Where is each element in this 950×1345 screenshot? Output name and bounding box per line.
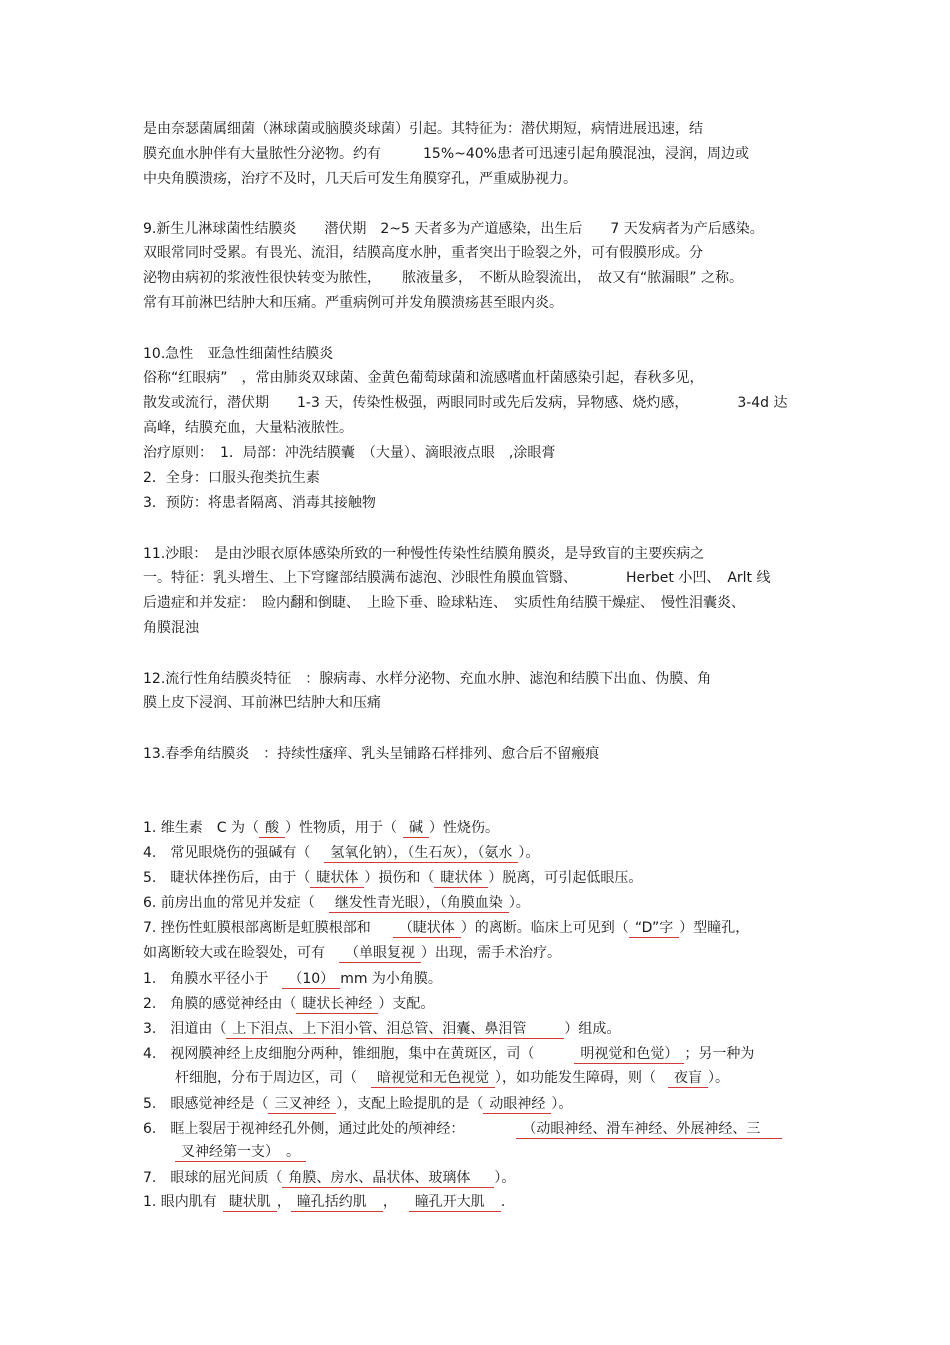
- section-9-line-1: 9.新生儿淋球菌性结膜炎 潜伏期 2~5 天者多为产道感染，出生后 7 天发病者为产后感染。: [143, 221, 764, 237]
- question-text: ），支配上睑提肌的是（: [336, 1096, 484, 1112]
- answer-blank: （动眼神经、滑车神经、外展神经、三: [516, 1121, 782, 1139]
- question-text: ，: [276, 1194, 291, 1210]
- question-text: ）支配。: [378, 996, 435, 1012]
- section-9-line-3: 泌物由病初的浆液性很快转变为脓性， 脓液量多， 不断从睑裂流出， 故又有“脓漏眼” 之称。: [143, 270, 743, 286]
- question-text: ）。: [494, 1170, 516, 1186]
- question-text: 1. 眼内肌有: [143, 1194, 217, 1210]
- question-text: ，: [382, 1194, 397, 1210]
- answer-blank: （单眼复视: [339, 945, 421, 963]
- question-text: ）性物质，用于（: [285, 820, 398, 836]
- section-9-line-4: 常有耳前淋巴结肿大和压痛。严重病例可并发角膜溃疡甚至眼内炎。: [143, 295, 563, 311]
- section-10-line-4: 高峰，结膜充血，大量粘液脓性。: [143, 420, 353, 436]
- section-11-line-1: 11.沙眼： 是由沙眼衣原体感染所致的一种慢性传染性结膜角膜炎，是导致盲的主要疾病之: [143, 546, 705, 562]
- qa-line-hyphema: [143, 894, 530, 913]
- section-10-treatment: 治疗原则： 1．局部：冲洗结膜囊 （大量）、滴眼液点眼 ,涂眼膏: [143, 445, 556, 461]
- qa-line-retina-cones: [143, 1045, 754, 1064]
- question-text: ）。: [551, 1096, 573, 1112]
- answer-blank: 睫状体: [434, 870, 488, 888]
- question-text: 7. 挫伤性虹膜根部离断是虹膜根部和: [143, 920, 371, 936]
- answer-blank: （睫状体: [393, 920, 461, 938]
- answer-blank: 睫状长神经: [296, 996, 378, 1014]
- qa-line-retina-rods: [175, 1069, 729, 1088]
- intro-line-1: 是由奈瑟菌属细菌（淋球菌或脑膜炎球菌）引起。其特征为：潜伏期短，病情进展迅速，结: [143, 121, 703, 137]
- answer-blank: 睫状体: [310, 870, 364, 888]
- qa-line-corneal-nerve: [143, 995, 434, 1014]
- answer-blank: 瞳孔括约肌: [291, 1194, 383, 1212]
- question-text: .: [500, 1194, 506, 1210]
- section-11-line-4: 角膜混浊: [143, 620, 199, 636]
- answer-blank: 三叉神经: [268, 1096, 336, 1114]
- question-text: ）脱离，可引起低眼压。: [488, 870, 643, 886]
- question-text: ）的离断。临床上可见到（: [460, 920, 629, 936]
- question-text: 6. 眶上裂居于视神经孔外侧，通过此处的颅神经：: [143, 1121, 465, 1137]
- question-text: ）损伤和（: [364, 870, 435, 886]
- question-text: ；另一种为: [684, 1046, 755, 1062]
- qa-line-ciliary-body: [143, 869, 642, 888]
- answer-blank: 叉神经第一支） 。: [175, 1144, 306, 1162]
- question-text: 1. 维生素 C 为（: [143, 820, 260, 836]
- qa-line-vitamin-c: [143, 819, 499, 838]
- question-text: 2. 角膜的感觉神经由（: [143, 996, 297, 1012]
- answer-blank: 暗视觉和无色视觉: [371, 1070, 495, 1088]
- question-text: 3. 泪道由（: [143, 1021, 227, 1037]
- qa-line-microcornea: [143, 970, 442, 989]
- section-12-line-2: 膜上皮下浸润、耳前淋巴结肿大和压痛: [143, 695, 381, 711]
- qa-line-refractive-media: [143, 1169, 515, 1188]
- answer-blank: 上下泪点、上下泪小管、泪总管、泪囊、鼻泪管: [226, 1021, 564, 1039]
- question-text: ）出现，需手术治疗。: [421, 945, 561, 961]
- section-11-line-2: 一。特征：乳头增生、上下穹窿部结膜满布滤泡、沙眼性角膜血管翳、 Herbet 小凹、 Arlt 线: [143, 570, 771, 586]
- qa-line-iridodialysis-2: [143, 944, 561, 963]
- question-text: 如离断较大或在睑裂处，可有: [143, 945, 325, 961]
- question-text: ）。: [508, 895, 530, 911]
- answer-blank: 瞳孔开大肌: [409, 1194, 501, 1212]
- answer-blank: 动眼神经: [483, 1096, 551, 1114]
- section-11-line-3: 后遗症和并发症： 睑内翻和倒睫、 上睑下垂、睑球粘连、 实质性角结膜干燥症、 慢性泪囊炎、: [143, 595, 745, 611]
- question-text: ）性烧伤。: [429, 820, 500, 836]
- question-text: 5. 眼感觉神经是（: [143, 1096, 269, 1112]
- answer-blank: （10）: [282, 971, 340, 989]
- question-text: 1. 角膜水平径小于: [143, 971, 269, 987]
- section-10-title: 10.急性 亚急性细菌性结膜炎: [143, 346, 334, 362]
- answer-blank: 酸: [259, 820, 285, 838]
- answer-blank: 睫状肌: [223, 1194, 277, 1212]
- question-text: mm 为小角膜。: [340, 971, 442, 987]
- answer-blank: 碱: [403, 820, 429, 838]
- section-10-systemic: 2．全身：口服头孢类抗生素: [143, 470, 320, 486]
- section-9-line-2: 双眼常同时受累。有畏光、流泪，结膜高度水肿，重者突出于睑裂之外，可有假膜形成。分: [143, 245, 703, 261]
- qa-line-orbital-fissure-2: [175, 1143, 306, 1162]
- answer-blank: 角膜、房水、晶状体、玻璃体: [282, 1170, 494, 1188]
- qa-line-iridodialysis: [143, 919, 749, 938]
- question-text: 4. 视网膜神经上皮细胞分两种，锥细胞，集中在黄斑区，司（: [143, 1046, 535, 1062]
- question-text: 5. 睫状体挫伤后，由于（: [143, 870, 311, 886]
- answer-blank: 氢氧化钠），（生石灰），（氨水: [324, 845, 518, 863]
- question-text: ）型瞳孔，: [679, 920, 750, 936]
- section-10-prevention: 3．预防：将患者隔离、消毒其接触物: [143, 495, 376, 511]
- section-10-line-2: 俗称“红眼病” ，常由肺炎双球菌、金黄色葡萄球菌和流感嗜血杆菌感染引起，春秋多见，: [143, 370, 704, 386]
- qa-line-lacrimal-passage: [143, 1020, 620, 1039]
- section-10-line-3: 散发或流行，潜伏期 1-3 天，传染性极强，两眼同时或先后发病，异物感、烧灼感， 3-4d 达: [143, 395, 788, 411]
- question-text: 4. 常见眼烧伤的强碱有（: [143, 845, 311, 861]
- question-text: 杆细胞，分布于周边区，司（: [175, 1070, 357, 1086]
- question-text: 6. 前房出血的常见并发症（: [143, 895, 315, 911]
- question-text: ）。: [708, 1070, 729, 1086]
- answer-blank: 夜盲: [668, 1070, 708, 1088]
- intro-line-3: 中央角膜溃疡，治疗不及时，几天后可发生角膜穿孔，严重威胁视力。: [143, 171, 577, 187]
- qa-line-orbital-fissure: [143, 1120, 782, 1139]
- question-text: ）组成。: [564, 1021, 621, 1037]
- answer-blank: “D”字: [629, 920, 679, 938]
- answer-blank: 明视觉和色觉）: [574, 1046, 684, 1064]
- question-text: 7. 眼球的屈光间质（: [143, 1170, 283, 1186]
- section-13-line-1: 13.春季角结膜炎 ：持续性瘙痒、乳头呈铺路石样排列、愈合后不留瘢痕: [143, 746, 600, 762]
- answer-blank: 继发性青光眼），（角膜血染: [329, 895, 509, 913]
- question-text: ），如功能发生障碍，则（: [495, 1070, 656, 1086]
- intro-line-2: 膜充血水肿伴有大量脓性分泌物。约有 15%~40%患者可迅速引起角膜混浊，浸润，周边或: [143, 146, 749, 162]
- qa-line-intraocular-muscles: [143, 1193, 505, 1212]
- section-12-line-1: 12.流行性角结膜炎特征 ：腺病毒、水样分泌物、充血水肿、滤泡和结膜下出血、伪膜、角: [143, 671, 712, 687]
- question-text: ）。: [518, 845, 540, 861]
- qa-line-strong-alkali: [143, 844, 539, 863]
- qa-line-sensory-nerve: [143, 1095, 572, 1114]
